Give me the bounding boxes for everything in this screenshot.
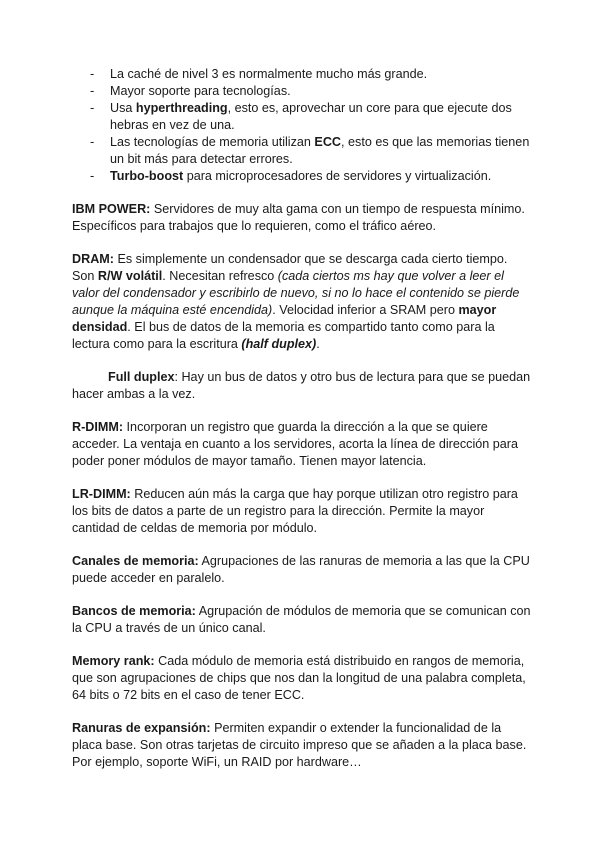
term-heading: DRAM: xyxy=(72,252,114,266)
italic-note: (cada ciertos ms hay que volver a leer el valor del condensador y escribirlo de nuevo, si no lo hace el contenido se pierde aunque la máquina esté encendida) xyxy=(72,269,520,317)
list-item xyxy=(72,134,532,168)
list-dash: - xyxy=(90,84,95,98)
bold-term: ECC xyxy=(314,135,342,149)
text-run: Agrupaciones de las ranuras de memoria a las que la CPU puede acceder en paralelo. xyxy=(72,554,530,585)
text-run: Mayor soporte para tecnologías. xyxy=(110,84,291,98)
text-run: . xyxy=(316,337,320,351)
term-heading: Canales de memoria: xyxy=(72,554,199,568)
paragraph-memory-banks xyxy=(72,603,532,637)
list-item xyxy=(72,66,532,83)
list-item xyxy=(72,100,532,134)
paragraph-r-dimm xyxy=(72,419,532,470)
text-run: , esto es, aprovechar un core para que ejecute dos hebras en vez de una. xyxy=(110,101,512,132)
paragraph-memory-channels xyxy=(72,553,532,587)
term-heading: Ranuras de expansión: xyxy=(72,721,211,735)
list-item xyxy=(72,168,532,185)
list-dash: - xyxy=(90,67,95,81)
text-run: para microprocesadores de servidores y virtualización. xyxy=(183,169,492,183)
bold-term: mayor densidad xyxy=(72,303,497,334)
bold-term: Turbo-boost xyxy=(110,169,184,183)
text-run: Servidores de muy alta gama con un tiempo de respuesta mínimo. Específicos para trabajos que lo requieren, como el tráfico aéreo. xyxy=(72,202,525,233)
paragraph-ibm-power xyxy=(72,201,532,235)
term-heading: Full duplex xyxy=(108,370,175,384)
text-run: , esto es que las memorias tienen un bit más para detectar errores. xyxy=(110,135,530,166)
term-heading: IBM POWER: xyxy=(72,202,151,216)
list-dash: - xyxy=(90,135,95,149)
bold-term: hyperthreading xyxy=(135,101,228,115)
paragraph-lr-dimm xyxy=(72,486,532,537)
term-heading: LR-DIMM: xyxy=(72,487,131,501)
text-run: Permiten expandir o extender la funcionalidad de la placa base. Son otras tarjetas de circuito impreso que se añaden a la placa base. Por ejemplo, soporte WiFi, un RAID por hardware… xyxy=(72,721,527,769)
paragraph-memory-rank xyxy=(72,653,532,704)
feature-list xyxy=(72,66,532,185)
text-run: . Necesitan refresco xyxy=(162,269,278,283)
paragraph-full-duplex xyxy=(72,369,532,403)
text-run: Incorporan un registro que guarda la dirección a la que se quiere acceder. La ventaja en cuanto a los servidores, acorta la línea de dirección para poder poner módulos de mayor tamaño. Tienen mayor latencia. xyxy=(72,420,518,468)
text-run: Las tecnologías de memoria utilizan xyxy=(110,135,315,149)
term-heading: Bancos de memoria: xyxy=(72,604,196,618)
text-run: : Hay un bus de datos y otro bus de lectura para que se puedan hacer ambas a la vez. xyxy=(72,370,531,401)
text-run: Cada módulo de memoria está distribuido en rangos de memoria, que son agrupaciones de chips que nos dan la longitud de una palabra completa, 64 bits o 72 bits en el caso de tener ECC. xyxy=(72,654,526,702)
text-run: Usa xyxy=(110,101,136,115)
text-run: . Velocidad inferior a SRAM pero xyxy=(272,303,459,317)
document-page xyxy=(72,66,532,787)
paragraph-dram xyxy=(72,251,532,353)
term-heading: Memory rank: xyxy=(72,654,155,668)
list-dash: - xyxy=(90,169,95,183)
text-run: Es simplemente un condensador que se descarga cada cierto tiempo. Son xyxy=(72,252,508,283)
text-run: . El bus de datos de la memoria es compartido tanto como para la lectura como para la escritura xyxy=(72,320,495,351)
text-run: Agrupación de módulos de memoria que se comunican con la CPU a través de un único canal. xyxy=(72,604,531,635)
bold-term: R/W volátil xyxy=(97,269,163,283)
list-item xyxy=(72,83,532,100)
bold-italic-term: (half duplex) xyxy=(241,337,317,351)
paragraph-expansion-slots xyxy=(72,720,532,771)
text-run: La caché de nivel 3 es normalmente mucho más grande. xyxy=(110,67,428,81)
list-dash: - xyxy=(90,101,95,115)
term-heading: R-DIMM: xyxy=(72,420,124,434)
text-run: Reducen aún más la carga que hay porque utilizan otro registro para los bits de datos a parte de un registro para la dirección. Permite la mayor cantidad de celdas de memoria por módulo. xyxy=(72,487,518,535)
